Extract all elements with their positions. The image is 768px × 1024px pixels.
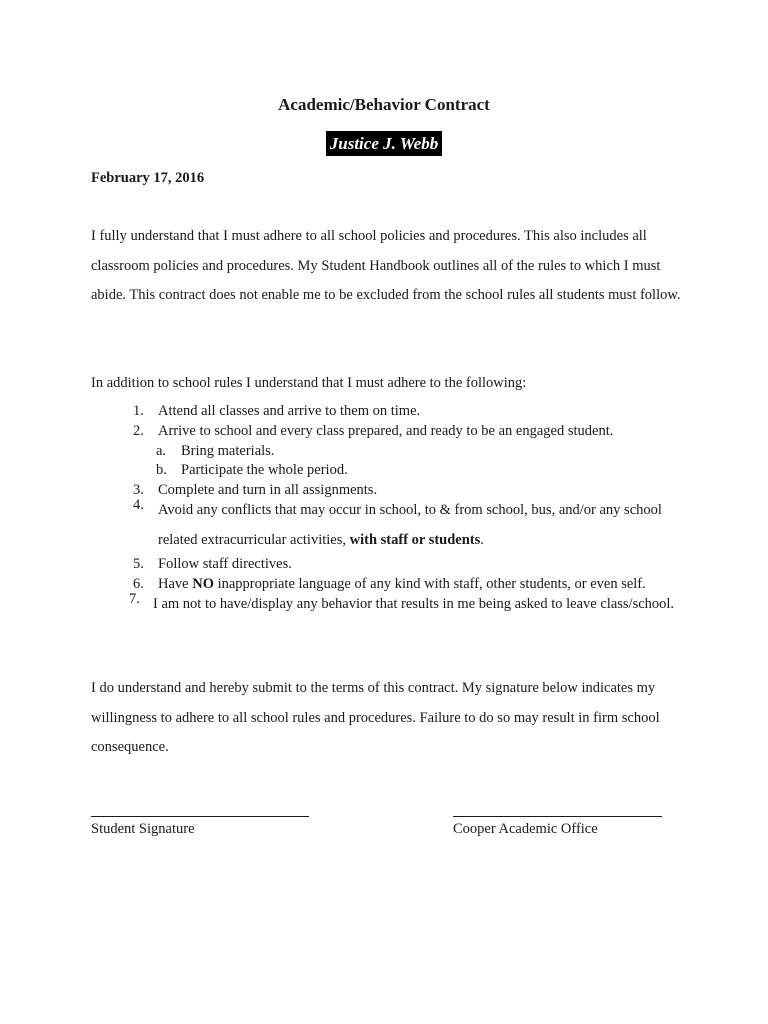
list-item-text: Arrive to school and every class prepared, and ready to be an engaged student. [158,422,614,439]
paragraph-policies: I fully understand that I must adhere to all school policies and procedures. This also includes all classroom policies and procedures. My Student Handbook outlines all of the rules to which I must abide. This contract does not enable me to be excluded from the school rules all students must follow. [91,228,681,304]
list-item-text-bold: with staff or students [349,531,481,548]
list-item-text: Follow staff directives. [158,556,292,573]
student-signature-label: Student Signature [91,821,195,837]
list-item-number: 1. [133,403,144,419]
list-item-number: 6. [133,576,144,593]
list-subitem [156,461,693,481]
list-item [129,590,693,620]
list-subitem-text: Bring materials. [181,442,275,459]
list-item-number: 5. [133,556,144,573]
student-signature-line[interactable] [91,816,309,817]
list-item-text-post: inappropriate language of any kind with staff, other students, or even self. [213,576,646,593]
list-item-text-pre: Avoid any conflicts that may occur in school, to & from school, bus, and/or any school related extracurricular activities, [158,501,662,548]
rules-list [129,402,693,620]
list-subitem-letter: a. [156,442,167,459]
list-item-number: 2. [133,422,144,439]
list-subitem-text: Participate the whole period. [181,462,348,479]
list-item [133,422,693,442]
list-item-text-bold: NO [192,576,214,593]
list-item-number: 4. [133,496,144,513]
student-name: Justice J. Webb [326,131,442,156]
document-date: February 17, 2016 [91,170,205,186]
list-item-text-post: . [480,531,484,548]
list-item-text: I am not to have/display any behavior that results in me being asked to leave class/school. [153,595,675,612]
list-item [133,402,693,422]
list-item-text: Attend all classes and arrive to them on time. [158,403,421,419]
list-item-text [158,496,693,555]
list-item-number: 3. [133,482,144,499]
office-signature-line[interactable] [453,816,662,817]
list-item-number: 7. [129,590,140,607]
list-item-text: Complete and turn in all assignments. [158,482,378,499]
list-subitem-letter: b. [156,462,167,479]
office-signature-label: Cooper Academic Office [453,821,598,837]
paragraph-agreement: I do understand and hereby submit to the terms of this contract. My signature below indicates my willingness to adhere to all school rules and procedures. Failure to do so may result in firm school consequence. [91,680,660,756]
list-subitem [156,442,693,462]
student-name-wrapper [0,131,768,156]
list-item [133,555,693,575]
paragraph-intro-list: In addition to school rules I understand that I must adhere to the following: [91,375,527,391]
list-item [133,496,693,555]
list-item-text-pre: Have [158,576,193,593]
document-title: Academic/Behavior Contract [278,95,490,114]
